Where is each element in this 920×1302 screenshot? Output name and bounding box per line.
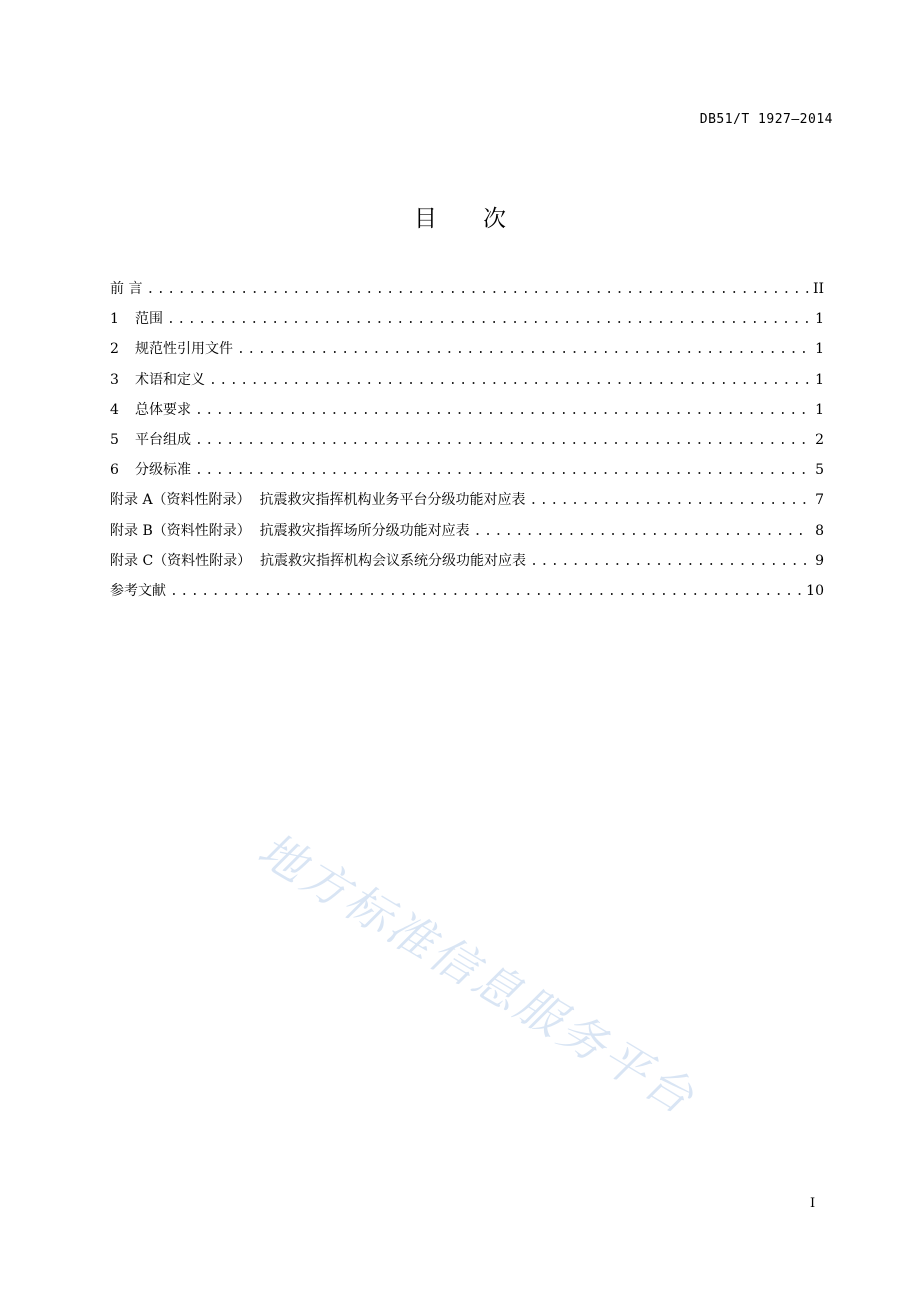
toc-entry-page: 1: [815, 311, 824, 328]
toc-entry-label: 前 言: [110, 281, 143, 297]
toc-entry-page: 1: [815, 371, 824, 388]
toc-leader-dots: [195, 460, 810, 482]
toc-leader-dots: [237, 339, 810, 361]
toc-entry-page: 1: [815, 341, 824, 358]
toc-entry-foreword[interactable]: [110, 278, 824, 308]
toc-entry-label: 规范性引用文件: [135, 341, 233, 358]
toc-entry-appendix-c[interactable]: [110, 550, 824, 580]
toc-entry-appendix-b[interactable]: [110, 520, 824, 550]
toc-leader-dots: [146, 279, 808, 301]
toc-entry-number: 3: [110, 371, 119, 388]
toc-entry-label: 附录 C（资料性附录） 抗震救灾指挥机构会议系统分级功能对应表: [110, 552, 527, 569]
toc-entry-scope[interactable]: [110, 308, 824, 338]
toc-entry-label: 术语和定义: [135, 371, 205, 388]
toc-leader-dots: [195, 430, 810, 452]
toc-entry-page: 1: [815, 401, 824, 418]
toc-entry-label: 范围: [135, 311, 163, 328]
toc-entry-bibliography[interactable]: [110, 580, 824, 610]
toc-entry-page: 7: [815, 492, 824, 509]
table-of-contents: [110, 278, 824, 610]
toc-leader-dots: [209, 370, 810, 392]
toc-entry-label: 分级标准: [135, 462, 191, 479]
document-code: DB51/T 1927—2014: [699, 112, 833, 127]
toc-leader-dots: [529, 490, 810, 512]
toc-leader-dots: [167, 309, 810, 331]
toc-entry-general-requirements[interactable]: [110, 399, 824, 429]
toc-entry-number: 6: [110, 462, 119, 479]
toc-leader-dots: [530, 551, 810, 573]
toc-entry-grading-standards[interactable]: [110, 459, 824, 489]
page-number: I: [810, 1196, 816, 1211]
toc-leader-dots: [170, 581, 802, 603]
toc-entry-platform-composition[interactable]: [110, 429, 824, 459]
toc-entry-normative-references[interactable]: [110, 338, 824, 368]
toc-entry-page: 8: [815, 522, 824, 539]
toc-leader-dots: [195, 400, 810, 422]
page-title: 目次: [414, 206, 552, 232]
toc-entry-number: 4: [110, 401, 119, 418]
toc-entry-label: 总体要求: [135, 401, 191, 418]
toc-entry-number: 1: [110, 311, 119, 328]
watermark: 地方标准信息服务平台: [249, 821, 706, 1126]
toc-entry-appendix-a[interactable]: [110, 489, 824, 519]
toc-entry-label: 附录 A（资料性附录） 抗震救灾指挥机构业务平台分级功能对应表: [110, 492, 526, 509]
toc-entry-page: II: [812, 281, 824, 297]
toc-entry-page: 9: [815, 552, 824, 569]
toc-entry-number: 5: [110, 431, 119, 448]
toc-entry-label: 参考文献: [110, 582, 166, 599]
toc-entry-label: 附录 B（资料性附录） 抗震救灾指挥场所分级功能对应表: [110, 522, 470, 539]
toc-entry-terms-definitions[interactable]: [110, 369, 824, 399]
toc-entry-label: 平台组成: [135, 431, 191, 448]
toc-entry-page: 10: [806, 582, 824, 599]
toc-entry-number: 2: [110, 341, 119, 358]
toc-leader-dots: [474, 521, 810, 543]
toc-entry-page: 2: [815, 431, 824, 448]
toc-entry-page: 5: [815, 462, 824, 479]
